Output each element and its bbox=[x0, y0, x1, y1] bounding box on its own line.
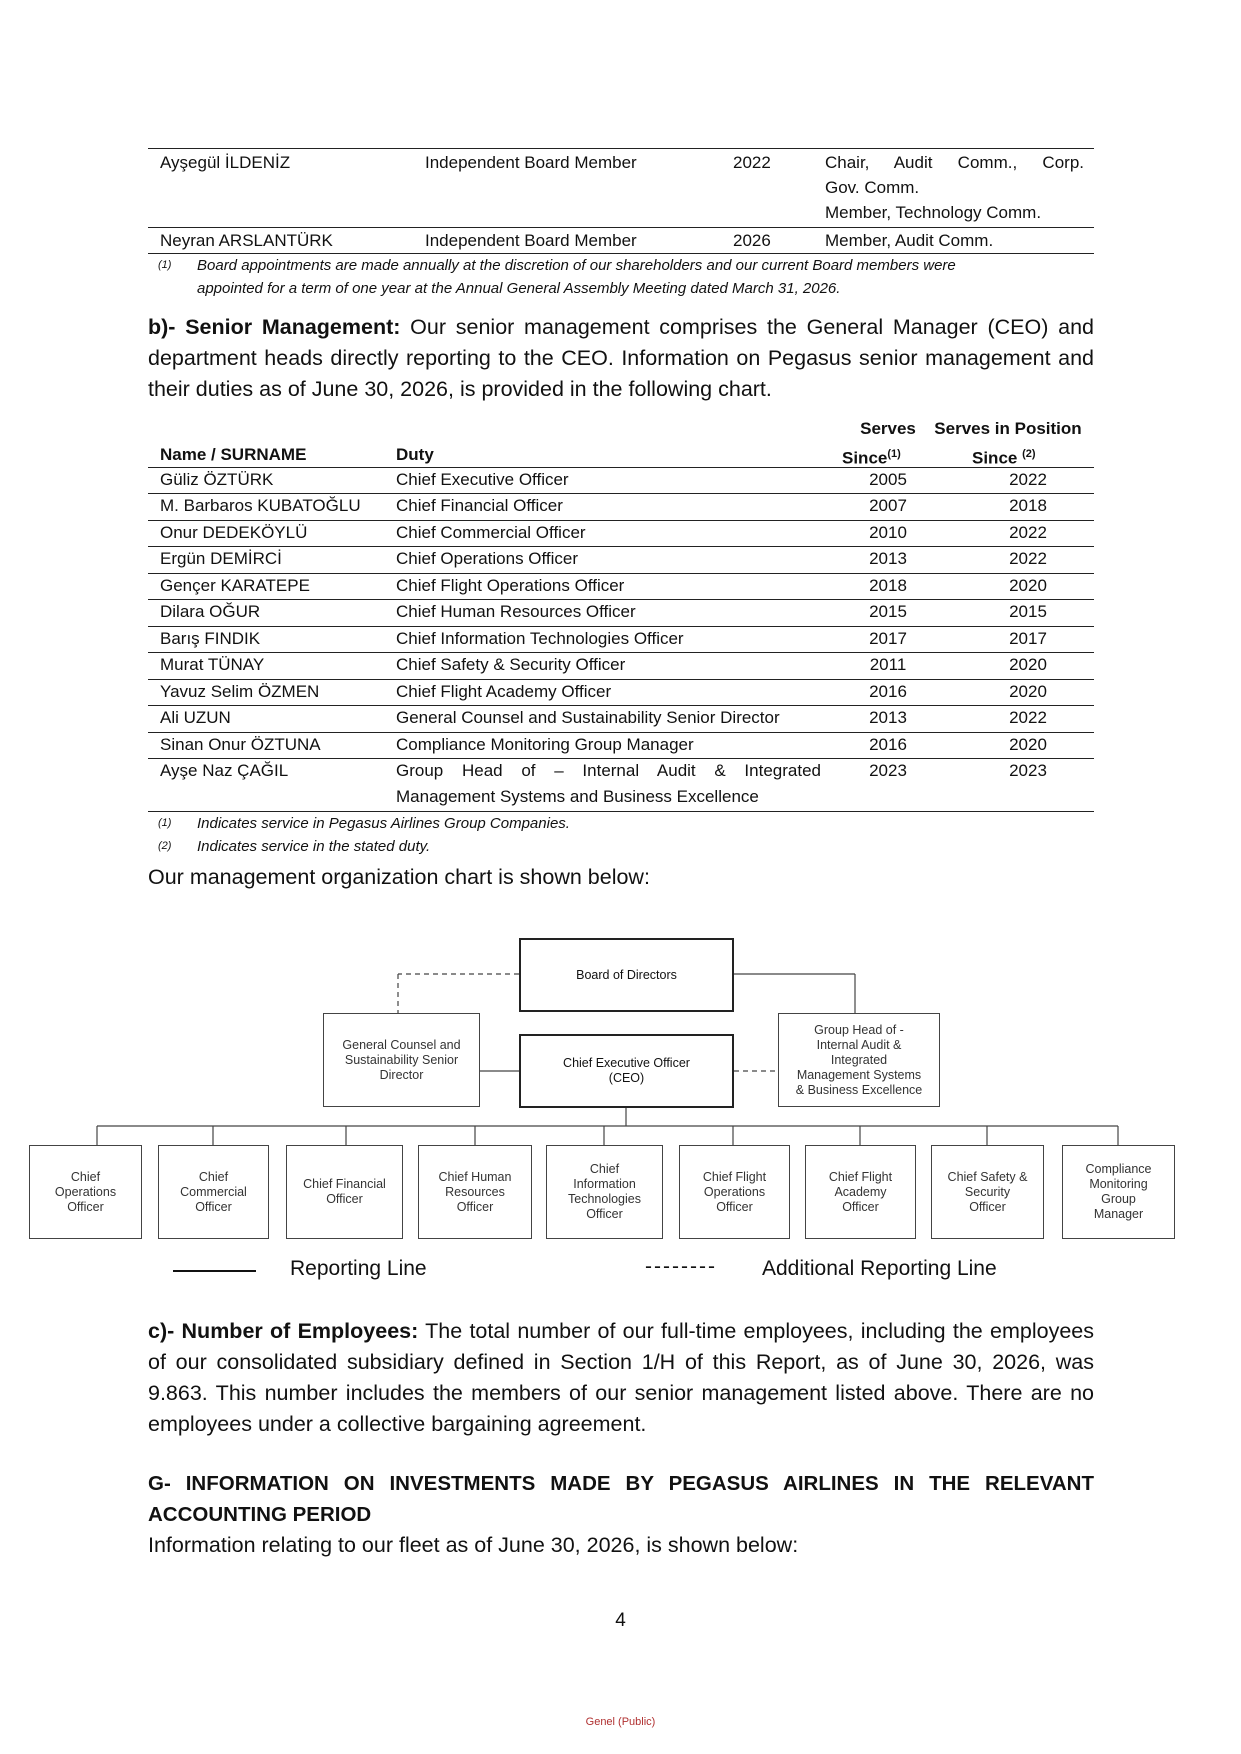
org-box-general-counsel: General Counsel and Sustainability Senior Director bbox=[323, 1013, 480, 1107]
cell-since: 2005 bbox=[869, 470, 907, 489]
table-rule bbox=[148, 546, 1094, 547]
col-header-name: Name / SURNAME bbox=[160, 445, 307, 464]
section-heading: c)- Number of Employees: bbox=[148, 1319, 419, 1343]
cell-since: 2018 bbox=[869, 576, 907, 595]
cell-name: M. Barbaros KUBATOĞLU bbox=[160, 496, 361, 515]
member-name: Neyran ARSLANTÜRK bbox=[160, 231, 333, 250]
org-box-chief-operations: Chief Operations Officer bbox=[29, 1145, 142, 1239]
cell-name: Gençer KARATEPE bbox=[160, 576, 310, 595]
member-year: 2022 bbox=[733, 153, 771, 172]
investments-text: Information relating to our fleet as of June 30, 2026, is shown below: bbox=[148, 1533, 799, 1557]
cell-duty: Chief Human Resources Officer bbox=[396, 602, 636, 621]
cell-name: Ayşe Naz ÇAĞIL bbox=[160, 761, 289, 780]
cell-name: Onur DEDEKÖYLÜ bbox=[160, 523, 308, 542]
member-committee: Gov. Comm. bbox=[825, 178, 920, 197]
col-header-position-since: Since $^{(2)}$ bbox=[972, 448, 1036, 468]
cell-name: Barış FINDIK bbox=[160, 629, 261, 648]
member-position: Independent Board Member bbox=[425, 153, 637, 172]
board-table-row bbox=[148, 228, 1094, 253]
cell-position-since: 2023 bbox=[1009, 761, 1047, 780]
cell-duty: Chief Flight Operations Officer bbox=[396, 576, 625, 595]
cell-position-since: 2022 bbox=[1009, 708, 1047, 727]
senior-management-paragraph bbox=[148, 312, 1094, 405]
org-box-group-head: Group Head of - Internal Audit & Integrated Management Systems & Business Excellence bbox=[778, 1013, 940, 1107]
cell-since: 2016 bbox=[869, 735, 907, 754]
employees-paragraph bbox=[148, 1316, 1094, 1440]
cell-since: 2023 bbox=[869, 761, 907, 780]
cell-position-since: 2020 bbox=[1009, 682, 1047, 701]
paragraph-text: Our senior management comprises the General Manager (CEO) and department heads directly reporting to the CEO. Information on Pegasus senior management and their duties as of June 30, 2026, is provided in the following chart. bbox=[148, 315, 1094, 401]
table-rule bbox=[148, 467, 1094, 468]
org-box-chief-flight-academy: Chief Flight Academy Officer bbox=[805, 1145, 916, 1239]
cell-since: 2010 bbox=[869, 523, 907, 542]
org-box-chief-it: Chief Information Technologies Officer bbox=[546, 1145, 663, 1239]
member-name: Ayşegül İLDENİZ bbox=[160, 153, 291, 172]
footnote-text: Indicates service in Pegasus Airlines Group Companies. bbox=[197, 815, 570, 832]
board-table-row bbox=[148, 150, 1094, 226]
footnote-text: appointed for a term of one year at the Annual General Assembly Meeting dated March 31, 2026. bbox=[197, 280, 841, 297]
cell-duty: Group Head of – Internal Audit & Integrated bbox=[396, 761, 821, 780]
cell-position-since: 2018 bbox=[1009, 496, 1047, 515]
org-box-chief-flight-ops: Chief Flight Operations Officer bbox=[679, 1145, 790, 1239]
org-box-ceo: Chief Executive Officer (CEO) bbox=[519, 1034, 734, 1108]
col-header-serves-since: Since$^{(1)}$ bbox=[842, 448, 901, 468]
member-committee: Member, Audit Comm. bbox=[825, 231, 994, 250]
cell-name: Güliz ÖZTÜRK bbox=[160, 470, 274, 489]
cell-name: Dilara OĞUR bbox=[160, 602, 261, 621]
cell-duty: Chief Commercial Officer bbox=[396, 523, 586, 542]
col-header-duty: Duty bbox=[396, 445, 434, 464]
org-box-chief-safety: Chief Safety & Security Officer bbox=[931, 1145, 1044, 1239]
cell-duty: General Counsel and Sustainability Senior Director bbox=[396, 708, 780, 727]
cell-name: Murat TÜNAY bbox=[160, 655, 265, 674]
cell-since: 2016 bbox=[869, 682, 907, 701]
cell-name: Sinan Onur ÖZTUNA bbox=[160, 735, 321, 754]
cell-duty: Chief Information Technologies Officer bbox=[396, 629, 684, 648]
cell-position-since: 2020 bbox=[1009, 655, 1047, 674]
col-header-position: Serves in Position bbox=[934, 419, 1082, 438]
legend-dashed-line: -------- bbox=[645, 1255, 717, 1278]
cell-duty: Chief Operations Officer bbox=[396, 549, 579, 568]
cell-duty: Compliance Monitoring Group Manager bbox=[396, 735, 694, 754]
cell-name: Ali UZUN bbox=[160, 708, 231, 727]
classification-footer: Genel (Public) bbox=[585, 1716, 656, 1728]
member-committee: Member, Technology Comm. bbox=[825, 203, 1042, 222]
org-box-chief-financial: Chief Financial Officer bbox=[286, 1145, 403, 1239]
cell-since: 2007 bbox=[869, 496, 907, 515]
cell-since: 2013 bbox=[869, 708, 907, 727]
section-heading: b)- Senior Management: bbox=[148, 315, 401, 339]
cell-duty: Management Systems and Business Excellence bbox=[396, 787, 759, 806]
cell-duty: Chief Safety & Security Officer bbox=[396, 655, 626, 674]
cell-position-since: 2020 bbox=[1009, 576, 1047, 595]
footnote-mark: (1) bbox=[158, 817, 172, 829]
cell-position-since: 2015 bbox=[1009, 602, 1047, 621]
page-number: 4 bbox=[615, 1610, 626, 1631]
investments-heading: G- INFORMATION ON INVESTMENTS MADE BY PEGASUS AIRLINES IN THE RELEVANT bbox=[148, 1472, 1094, 1495]
cell-position-since: 2017 bbox=[1009, 629, 1047, 648]
cell-since: 2017 bbox=[869, 629, 907, 648]
table-row bbox=[148, 758, 1094, 810]
org-box-chief-commercial: Chief Commercial Officer bbox=[158, 1145, 269, 1239]
cell-duty: Chief Financial Officer bbox=[396, 496, 563, 515]
org-chart-intro: Our management organization chart is shown below: bbox=[148, 865, 650, 889]
cell-since: 2013 bbox=[869, 549, 907, 568]
footnote-text: Board appointments are made annually at the discretion of our shareholders and our current Board members were bbox=[197, 257, 956, 274]
org-box-chief-hr: Chief Human Resources Officer bbox=[418, 1145, 532, 1239]
table-top-rule bbox=[148, 148, 1094, 149]
member-position: Independent Board Member bbox=[425, 231, 637, 250]
cell-position-since: 2022 bbox=[1009, 549, 1047, 568]
cell-name: Yavuz Selim ÖZMEN bbox=[160, 682, 320, 701]
cell-position-since: 2020 bbox=[1009, 735, 1047, 754]
legend-reporting-line: Reporting Line bbox=[290, 1257, 427, 1280]
cell-duty: Chief Flight Academy Officer bbox=[396, 682, 612, 701]
paragraph-text: The total number of our full-time employees, including the employees of our consolidated subsidiary defined in Section 1/H of this Report, as of June 30, 2026, was 9.863. This number includes the members of our senior management listed above. There are no employees under a collective bargaining agreement. bbox=[148, 1319, 1094, 1436]
cell-since: 2011 bbox=[869, 655, 907, 674]
cell-duty: Chief Executive Officer bbox=[396, 470, 569, 489]
footnote-text: Indicates service in the stated duty. bbox=[197, 838, 431, 855]
legend-solid-line bbox=[173, 1270, 256, 1272]
member-committee: Chair, Audit Comm., Corp. bbox=[825, 153, 1084, 172]
investments-heading-2: ACCOUNTING PERIOD bbox=[148, 1503, 372, 1526]
footnote-mark: (1) bbox=[158, 259, 172, 271]
org-box-compliance: Compliance Monitoring Group Manager bbox=[1062, 1145, 1175, 1239]
cell-since: 2015 bbox=[869, 602, 907, 621]
footnote-mark: (2) bbox=[158, 840, 172, 852]
col-header-serves: Serves bbox=[860, 419, 916, 438]
org-box-board: Board of Directors bbox=[519, 938, 734, 1012]
cell-position-since: 2022 bbox=[1009, 523, 1047, 542]
member-year: 2026 bbox=[733, 231, 771, 250]
legend-additional-line: Additional Reporting Line bbox=[762, 1257, 997, 1280]
cell-name: Ergün DEMİRCİ bbox=[160, 549, 282, 568]
cell-position-since: 2022 bbox=[1009, 470, 1047, 489]
